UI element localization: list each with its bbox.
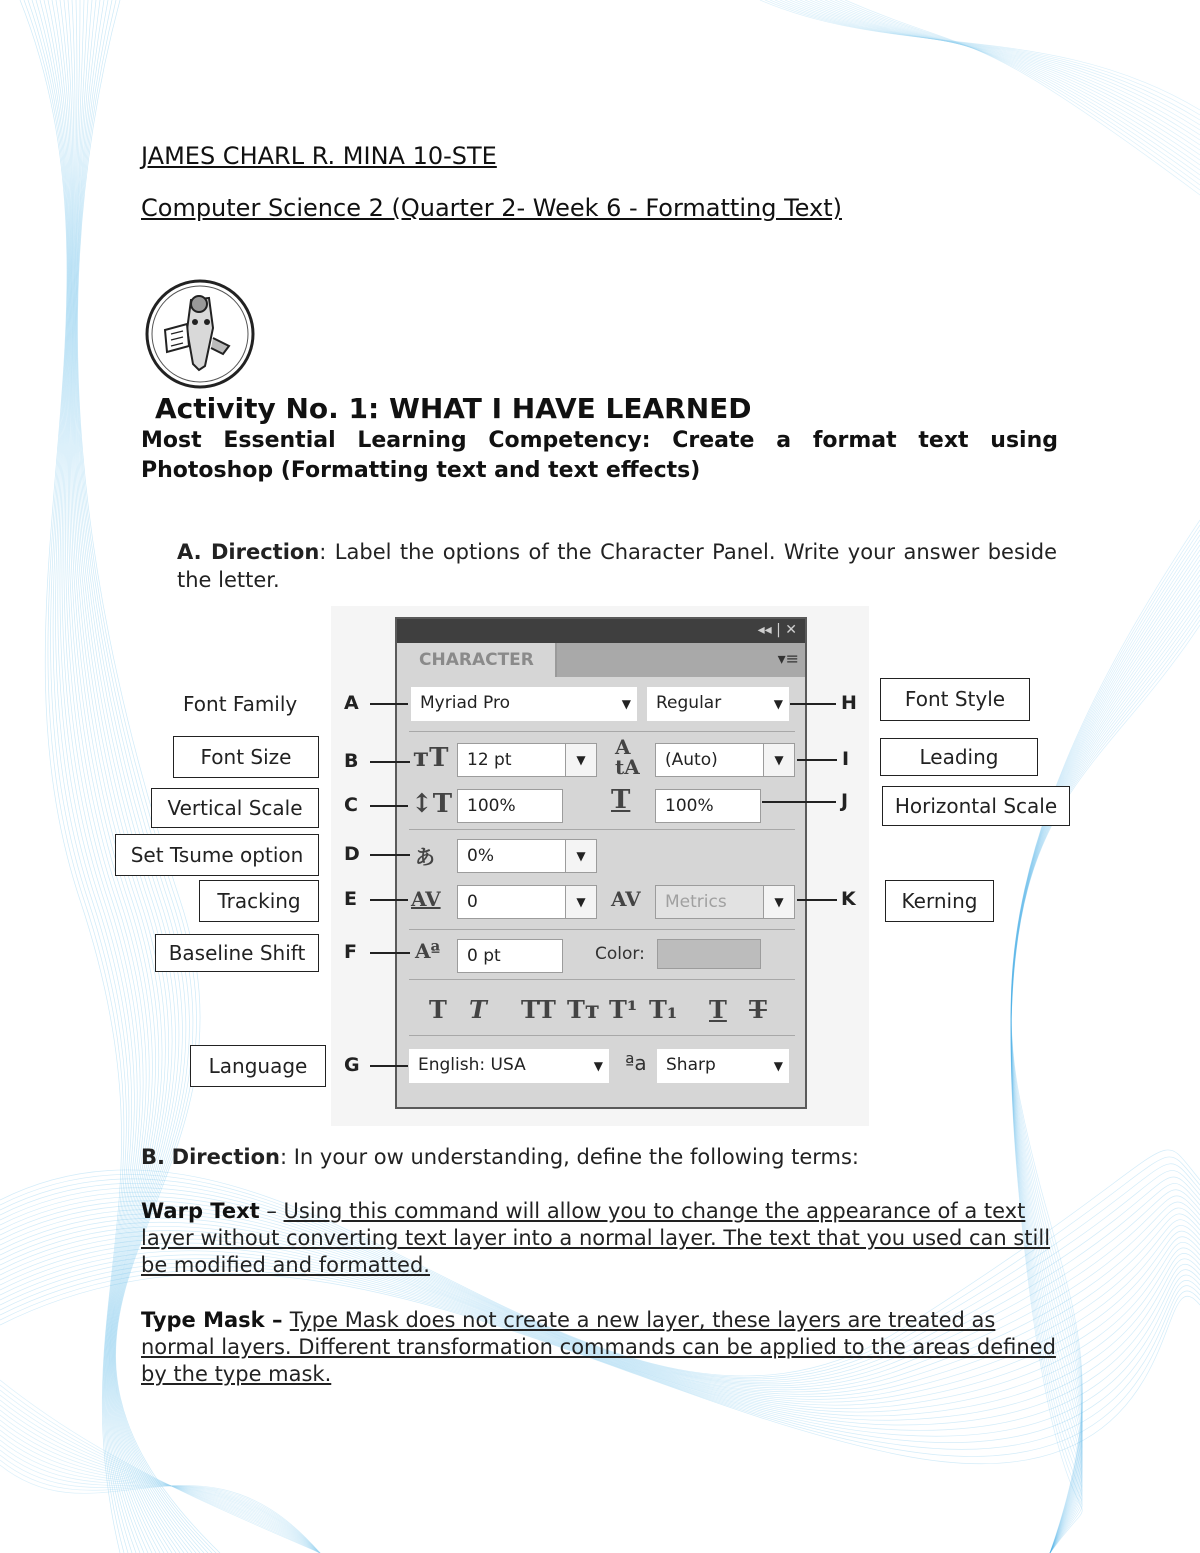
pointer-line-c xyxy=(370,805,408,807)
strikethrough-button[interactable]: T xyxy=(749,995,767,1024)
font-family-select[interactable] xyxy=(411,687,637,721)
label-tracking: Tracking xyxy=(199,880,319,922)
panel-title-bar xyxy=(397,619,805,643)
baseline-shift-field[interactable] xyxy=(457,939,563,973)
color-label: Color: xyxy=(595,944,645,964)
label-kerning: Kerning xyxy=(885,880,994,922)
horizontal-scale-value: 100% xyxy=(665,796,714,816)
letter-a: A xyxy=(344,692,359,714)
term-warp-text xyxy=(141,1198,1061,1279)
vertical-scale-field[interactable] xyxy=(457,789,563,823)
competency-text: : Create a format text using Photoshop (Formatting text and text effects) xyxy=(141,428,1058,483)
wave-line xyxy=(44,0,144,1553)
wave-line xyxy=(1011,625,1200,1553)
wave-line xyxy=(0,1430,320,1553)
activity-title: Activity No. 1: WHAT I HAVE LEARNED xyxy=(155,392,752,425)
wave-line xyxy=(1011,535,1200,1553)
panel-tab-bar xyxy=(557,643,805,677)
term-type-mask xyxy=(141,1307,1061,1388)
pointer-line-h xyxy=(790,703,836,705)
wave-line xyxy=(1011,590,1200,1553)
pointer-line-b xyxy=(370,761,410,763)
term-name: Type Mask xyxy=(141,1308,265,1332)
language-dropdown-icon: ▼ xyxy=(593,1059,603,1073)
pointer-line-k xyxy=(797,899,837,901)
panel-separator xyxy=(409,979,795,980)
small-caps-button[interactable]: Tт xyxy=(567,995,600,1024)
letter-h: H xyxy=(841,692,857,714)
kerning-value: Metrics xyxy=(665,892,727,912)
direction-a xyxy=(177,538,1057,594)
label-leading: Leading xyxy=(880,738,1038,776)
wave-line xyxy=(790,0,1200,140)
letter-c: C xyxy=(344,794,358,816)
label-baseline-shift: Baseline Shift xyxy=(155,934,319,972)
subject-header: Computer Science 2 (Quarter 2- Week 6 - Formatting Text) xyxy=(141,194,842,222)
pointer-line-i xyxy=(797,759,837,761)
character-tab[interactable]: CHARACTER xyxy=(397,643,557,677)
tracking-field[interactable] xyxy=(457,885,597,919)
font-size-field[interactable] xyxy=(457,743,597,777)
font-size-dropdown-icon[interactable]: ▼ xyxy=(565,744,596,776)
wave-line xyxy=(1011,580,1200,1553)
term-definition: Using this command will allow you to change the appearance of a text layer without converting text layer into a normal layer. The text that you used can still be modified and formatted. xyxy=(141,1199,1051,1277)
wave-line xyxy=(1011,595,1200,1553)
tracking-dropdown-icon[interactable]: ▼ xyxy=(565,886,596,918)
panel-separator xyxy=(409,1035,795,1036)
tsume-icon: あ xyxy=(415,845,435,869)
direction-a-letter: A. xyxy=(177,540,202,564)
label-font-size: Font Size xyxy=(173,736,319,778)
font-size-icon: тT xyxy=(413,743,449,773)
baseline-shift-value: 0 pt xyxy=(467,946,501,966)
label-language: Language xyxy=(190,1045,326,1087)
term-definition: Type Mask does not create a new layer, these layers are treated as normal layers. Different transformation commands can be applied to the areas defined by the type mask. xyxy=(141,1308,1056,1386)
language-select[interactable] xyxy=(409,1049,609,1083)
wave-line xyxy=(765,0,1200,115)
tsume-value: 0% xyxy=(467,846,494,866)
character-panel xyxy=(395,617,807,1109)
wave-line xyxy=(805,0,1200,155)
wave-line xyxy=(1011,545,1200,1553)
direction-b xyxy=(141,1145,859,1169)
faux-italic-button[interactable]: T xyxy=(469,995,487,1024)
pointer-line-g xyxy=(370,1065,408,1067)
label-vertical-scale: Vertical Scale xyxy=(151,788,319,828)
all-caps-button[interactable]: TT xyxy=(521,995,556,1024)
wave-line xyxy=(1011,615,1200,1553)
antialias-dropdown-icon: ▼ xyxy=(773,1059,783,1073)
vertical-scale-value: 100% xyxy=(467,796,516,816)
letter-k: K xyxy=(841,888,856,910)
learning-competency xyxy=(141,426,1058,486)
leading-dropdown-icon[interactable]: ▼ xyxy=(763,744,794,776)
label-horizontal-scale: Horizontal Scale xyxy=(882,786,1070,826)
font-family-value: Myriad Pro xyxy=(420,693,511,713)
term-separator: – xyxy=(264,1308,290,1332)
panel-separator xyxy=(409,731,795,732)
horizontal-scale-icon: T xyxy=(611,785,631,815)
label-font-family: Font Family xyxy=(183,692,298,716)
pointer-line-e xyxy=(370,899,408,901)
direction-b-letter: B. xyxy=(141,1145,165,1169)
underline-button[interactable]: T xyxy=(709,995,727,1024)
student-reading-logo-icon xyxy=(143,278,257,390)
pointer-line-f xyxy=(370,952,410,954)
wave-line xyxy=(0,1450,320,1553)
panel-separator xyxy=(409,829,795,830)
term-separator: – xyxy=(259,1199,284,1223)
direction-a-label: Direction xyxy=(211,540,320,564)
kerning-field[interactable] xyxy=(655,885,795,919)
wave-line xyxy=(1011,560,1200,1553)
letter-f: F xyxy=(344,941,357,963)
wave-line xyxy=(1011,555,1200,1553)
tsume-field[interactable] xyxy=(457,839,597,873)
font-style-value: Regular xyxy=(656,693,722,713)
letter-b: B xyxy=(344,750,359,772)
letter-g: G xyxy=(344,1054,360,1076)
antialias-select[interactable] xyxy=(657,1049,789,1083)
leading-value: (Auto) xyxy=(665,750,718,770)
letter-i: I xyxy=(842,748,850,770)
letter-j: J xyxy=(841,790,849,812)
antialias-icon: ªa xyxy=(625,1051,647,1075)
font-style-dropdown-icon: ▼ xyxy=(773,697,783,711)
horizontal-scale-field[interactable] xyxy=(655,789,761,823)
panel-menu-icon[interactable]: ▾≡ xyxy=(777,649,799,668)
font-size-value: 12 pt xyxy=(467,750,512,770)
faux-bold-button[interactable]: T xyxy=(429,995,447,1024)
leading-field[interactable] xyxy=(655,743,795,777)
term-name: Warp Text xyxy=(141,1199,260,1223)
wave-line xyxy=(40,0,140,1553)
wave-line xyxy=(1011,540,1200,1553)
student-name-header: JAMES CHARL R. MINA 10-STE xyxy=(141,142,497,170)
tsume-dropdown-icon[interactable]: ▼ xyxy=(565,840,596,872)
wave-line xyxy=(1011,610,1200,1553)
letter-d: D xyxy=(344,843,360,865)
label-font-style: Font Style xyxy=(880,678,1030,721)
panel-collapse-close-icon[interactable]: ◂◂ | ✕ xyxy=(757,622,797,638)
wave-line xyxy=(0,1445,320,1553)
wave-line xyxy=(1011,530,1200,1553)
pointer-line-d xyxy=(370,854,410,856)
wave-line xyxy=(1011,525,1200,1553)
tracking-icon: AV xyxy=(411,887,441,911)
wave-line xyxy=(1011,520,1200,1553)
wave-line xyxy=(1011,605,1200,1553)
kerning-dropdown-icon[interactable]: ▼ xyxy=(763,886,794,918)
pointer-line-a xyxy=(370,703,408,705)
label-set-tsume-option: Set Tsume option xyxy=(115,834,319,876)
kerning-icon: AV xyxy=(611,887,641,911)
baseline-shift-icon: Aª xyxy=(415,939,441,963)
superscript-button[interactable]: T¹ xyxy=(609,995,638,1024)
direction-b-label: Direction xyxy=(171,1145,280,1169)
letter-e: E xyxy=(344,888,357,910)
leading-icon: A tA xyxy=(615,735,640,779)
antialias-value: Sharp xyxy=(666,1055,716,1075)
direction-a-text: : Label the options of the Character Panel. Write your answer beside the letter. xyxy=(177,540,1057,592)
direction-b-text: : In your ow understanding, define the following terms: xyxy=(279,1145,859,1169)
font-style-select[interactable] xyxy=(647,687,789,721)
pointer-line-j xyxy=(762,801,836,803)
tracking-value: 0 xyxy=(467,892,478,912)
color-swatch[interactable] xyxy=(657,939,761,969)
font-family-dropdown-icon: ▼ xyxy=(621,697,631,711)
language-value: English: USA xyxy=(418,1055,526,1075)
subscript-button[interactable]: T₁ xyxy=(649,995,678,1024)
competency-label: Most Essential Learning Competency xyxy=(141,428,642,453)
vertical-scale-icon: ↕T xyxy=(411,789,453,819)
panel-separator xyxy=(409,929,795,930)
wave-line xyxy=(795,0,1200,145)
wave-line xyxy=(845,0,1200,195)
